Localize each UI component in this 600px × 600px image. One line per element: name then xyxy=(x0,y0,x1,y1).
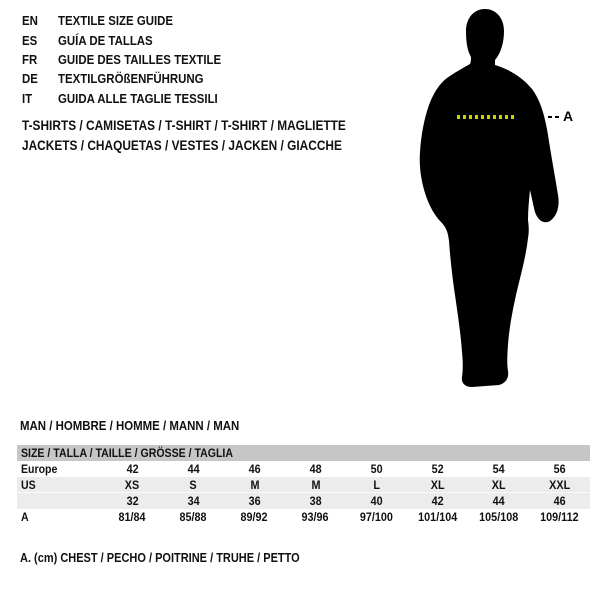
size-cell: XL xyxy=(491,477,506,492)
size-cell: M xyxy=(250,477,259,492)
lang-label: TEXTILGRÖßENFÜHRUNG xyxy=(58,71,204,87)
size-cell: 34 xyxy=(187,494,200,508)
size-cell: 81/84 xyxy=(118,510,147,524)
row-label: Europe xyxy=(21,462,58,476)
size-cell: 32 xyxy=(126,494,139,508)
size-cell: 44 xyxy=(187,462,200,476)
man-silhouette xyxy=(420,9,559,387)
measurement-footnote: A. (cm) CHEST / PECHO / POITRINE / TRUHE / PETTO xyxy=(20,551,300,565)
lang-code: ES xyxy=(22,32,38,48)
size-cell: M xyxy=(311,477,320,492)
size-cell: 46 xyxy=(248,462,261,476)
size-row-europe xyxy=(17,461,590,477)
size-cell: S xyxy=(189,477,198,492)
category-line-jackets: JACKETS / CHAQUETAS / VESTES / JACKEN / GIACCHE xyxy=(22,137,342,153)
size-cell: 85/88 xyxy=(179,510,208,524)
size-cell: 40 xyxy=(370,494,383,508)
size-table-header: SIZE / TALLA / TAILLE / GRÖSSE / TAGLIA xyxy=(17,445,590,461)
size-row-us-numbers xyxy=(17,493,590,509)
size-cell: XL xyxy=(430,477,445,492)
size-cell: XXL xyxy=(548,477,571,492)
lang-label: GUIDA ALLE TAGLIE TESSILI xyxy=(58,90,218,106)
size-cell: XS xyxy=(125,477,140,492)
size-cell: 46 xyxy=(553,494,566,508)
size-cell: 50 xyxy=(370,462,383,476)
size-cell: 105/108 xyxy=(478,510,519,524)
row-label xyxy=(17,494,102,508)
size-row-chest-cm xyxy=(17,509,590,525)
lang-code: EN xyxy=(22,13,38,29)
size-cell: 97/100 xyxy=(359,510,394,524)
size-cell: 56 xyxy=(553,462,566,476)
size-cell: 44 xyxy=(492,494,505,508)
lang-label: TEXTILE SIZE GUIDE xyxy=(58,13,174,29)
size-row-us-letters xyxy=(17,477,590,493)
size-cell: 109/112 xyxy=(540,510,579,524)
size-cell: 93/96 xyxy=(301,510,330,524)
lang-code: DE xyxy=(22,71,38,87)
row-label: US xyxy=(21,477,36,492)
lang-label: GUIDE DES TAILLES TEXTILE xyxy=(58,51,222,67)
size-cell: 48 xyxy=(309,462,322,476)
size-cell: 42 xyxy=(431,494,444,508)
size-table xyxy=(17,445,590,525)
row-label: A xyxy=(21,510,29,524)
section-title-man: MAN / HOMBRE / HOMME / MANN / MAN xyxy=(20,418,240,433)
size-cell: 52 xyxy=(431,462,444,476)
size-cell: 36 xyxy=(248,494,261,508)
measure-label-a: A xyxy=(563,108,574,124)
size-cell: 38 xyxy=(309,494,322,508)
lang-code: FR xyxy=(22,51,38,67)
size-cell: 101/104 xyxy=(417,510,458,524)
size-cell: 54 xyxy=(492,462,505,476)
size-cell: 42 xyxy=(126,462,139,476)
category-line-tshirts: T-SHIRTS / CAMISETAS / T-SHIRT / T-SHIRT / MAGLIETTE xyxy=(22,117,346,133)
lang-code: IT xyxy=(22,90,33,106)
size-cell: 89/92 xyxy=(240,510,269,524)
size-cell: L xyxy=(373,477,380,492)
lang-label: GUÍA DE TALLAS xyxy=(58,32,153,48)
